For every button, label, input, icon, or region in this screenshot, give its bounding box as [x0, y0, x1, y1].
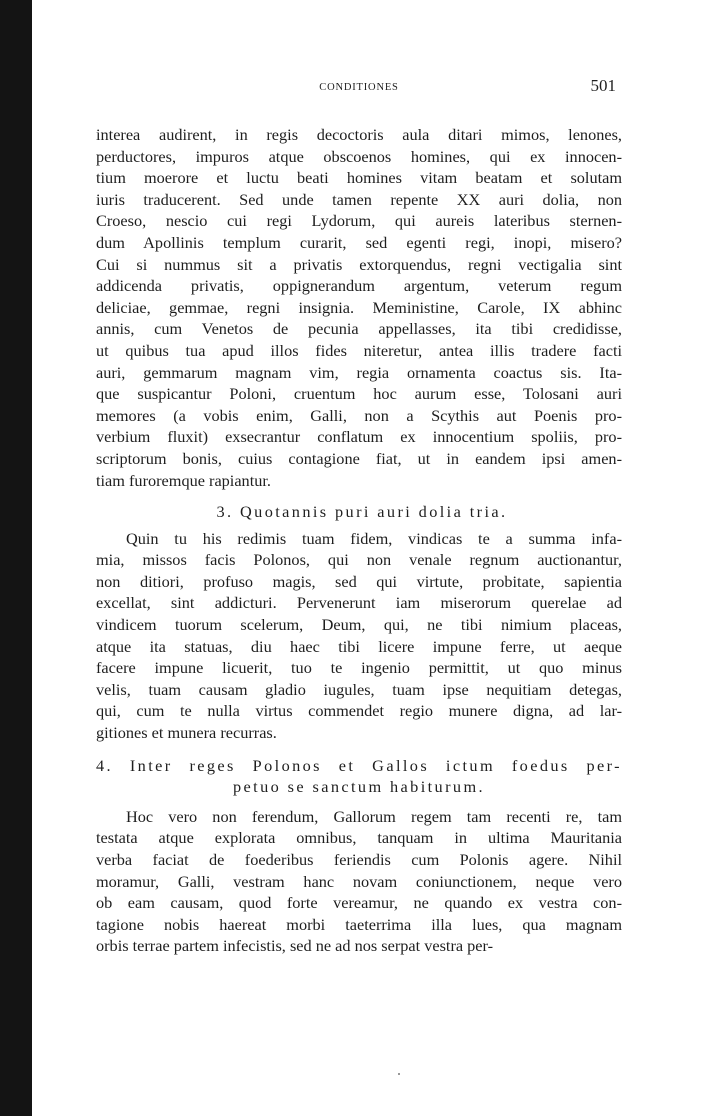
- page-number: 501: [590, 76, 616, 95]
- text-line: dum Apollinis templum curarit, sed egenti regi, inopi, misero?: [96, 232, 622, 252]
- text-line: scriptorum bonis, cuius contagione fiat, ut in eandem ipsi amen-: [96, 448, 622, 468]
- running-title: CONDITIONES: [319, 82, 399, 93]
- text-line: facere impune licuerit, tuo te ingenio permittit, ut quo minus: [96, 658, 622, 678]
- text-line: tiam furoremque rapiantur.: [96, 470, 271, 490]
- text-line: testata atque explorata omnibus, tanquam in ultima Mauritania: [96, 828, 622, 848]
- text-line: verba faciat de foederibus feriendis cum Polonis agere. Nihil: [96, 850, 622, 869]
- text-line: ob eam causam, quod forte vereamur, ne quando ex vestra con-: [96, 893, 622, 913]
- text-line: memores (a vobis enim, Galli, non a Scythis aut Poenis pro-: [96, 405, 622, 425]
- text-line: vindicem tuorum scelerum, Deum, qui, ne tibi nimium placeas,: [96, 615, 622, 635]
- text-line: atque ita statuas, diu haec tibi licere impune ferre, ut aeque: [96, 636, 622, 656]
- section-heading-4: [96, 755, 622, 798]
- text-line: auri, gemmarum magnam vim, regia ornamenta coactus sis. Ita-: [96, 362, 622, 382]
- section-heading-4-line-2: petuo se sanctum habiturum.: [233, 777, 485, 797]
- text-line: tagione nobis haereat morbi taeterrima illa lues, qua magnam: [96, 914, 622, 934]
- text-line: gitiones et munera recurras.: [96, 723, 277, 743]
- text-line: que suspicantur Poloni, cruentum hoc aurum esse, Tolosani auri: [96, 384, 622, 404]
- text-line: ut quibus tua apud illos fides niteretur, antea illis tradere facti: [96, 340, 622, 360]
- text-line: non ditiori, profuso magis, sed qui virtute, probitate, sapientia: [96, 571, 622, 591]
- text-line: Hoc vero non ferendum, Gallorum regem tam recenti re, tam: [126, 806, 622, 826]
- paragraph-3: [96, 806, 622, 957]
- text-line: Quin tu his redimis tuam fidem, vindicas te a summa infa-: [126, 528, 622, 548]
- text-line: annis, cum Venetos de pecunia appellasses, ita tibi credidisse,: [96, 319, 622, 339]
- scan-speck: [398, 1073, 400, 1075]
- text-line: iuris traducerent. Sed unde tamen repente XX auri dolia, non: [96, 189, 622, 209]
- text-line: velis, tuam causam gladio iugules, tuam ipse nequitiam detegas,: [96, 679, 622, 699]
- scan-binding-edge: [0, 0, 32, 1116]
- paragraph-2: [96, 528, 622, 744]
- text-line: perductores, impuros atque obscoenos homines, qui ex innocen-: [96, 146, 622, 166]
- paragraph-1: [96, 124, 622, 491]
- running-head: [96, 76, 622, 106]
- text-line: verbium fluxit) exsecrantur conflatum ex innocentium spoliis, pro-: [96, 427, 622, 447]
- text-line: Croeso, nescio cui regi Lydorum, qui aureis lateribus sternen-: [96, 211, 622, 231]
- text-line: tium moerore et luctu beati homines vitam beatam et solutam: [96, 168, 622, 188]
- text-line: moramur, Galli, vestram hanc novam coniunctionem, neque vero: [96, 871, 622, 891]
- text-line: deliciae, gemmae, regni insignia. Meministine, Carole, IX abhinc: [96, 297, 622, 317]
- text-line: orbis terrae partem infecistis, sed ne ad nos serpat vestra per-: [96, 936, 494, 956]
- text-line: Cui si nummus sit a privatis extorquendus, regni vectigalia sint: [96, 254, 622, 274]
- section-heading-4-line-1: 4. Inter reges Polonos et Gallos ictum foedus per-: [96, 755, 622, 775]
- text-line: interea audirent, in regis decoctoris aula ditari mimos, lenones,: [96, 125, 622, 144]
- book-page: [96, 76, 622, 957]
- text-line: excellat, sint addicturi. Pervenerunt iam miserorum querelae ad: [96, 593, 622, 613]
- text-line: qui, cum te nulla virtus commendet regio munere digna, ad lar-: [96, 701, 622, 721]
- text-line: addicenda privatis, oppignerandum argentum, veterum regum: [96, 276, 622, 296]
- section-heading-3: 3. Quotannis puri auri dolia tria.: [216, 502, 508, 522]
- text-line: mia, missos facis Polonos, qui non venale regnum auctionantur,: [96, 550, 622, 570]
